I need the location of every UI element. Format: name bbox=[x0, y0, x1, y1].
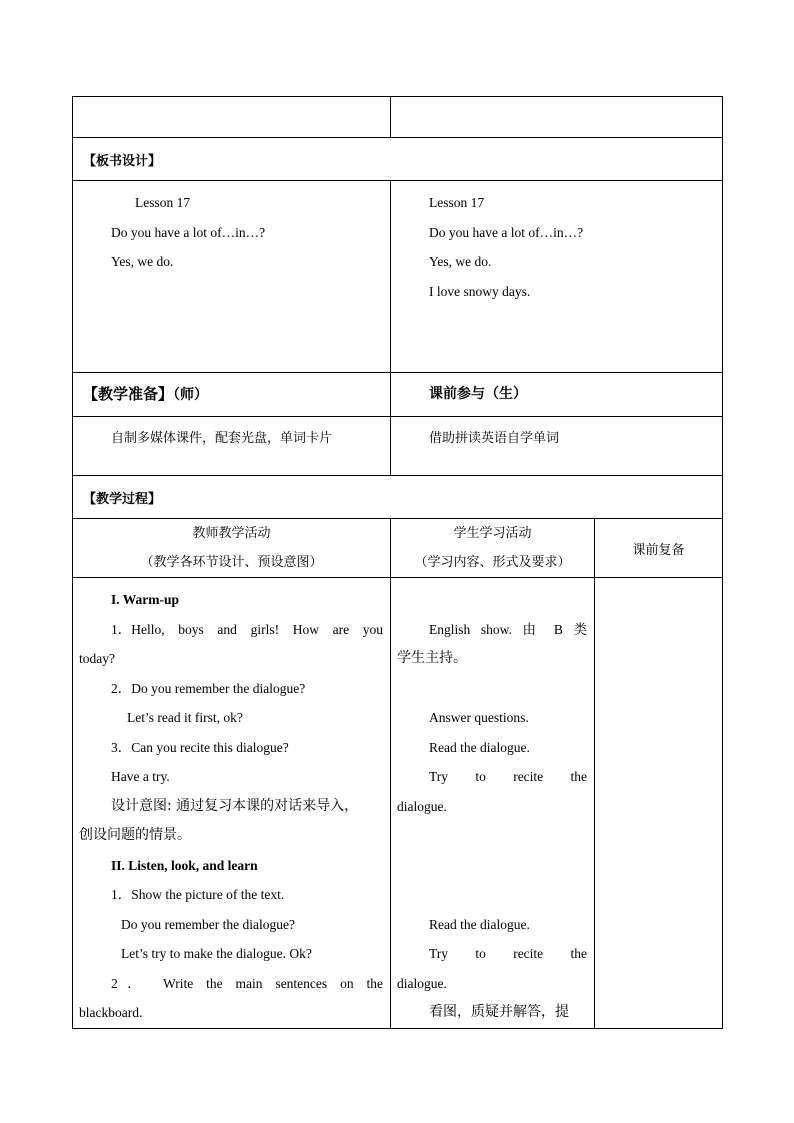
empty-cell-left bbox=[73, 97, 391, 138]
student-line-7: 看图，质疑并解答，提 bbox=[429, 1004, 569, 1020]
teacher-activity-subtitle: （教学各环节设计、预设意图） bbox=[140, 555, 323, 570]
student-line-6 bbox=[397, 939, 587, 969]
teacher-line-2: 2．Do you remember the dialogue? bbox=[111, 680, 306, 696]
teacher-line-1b: today? bbox=[79, 651, 115, 666]
student-line-4b: dialogue. bbox=[397, 798, 447, 814]
lesson-plan-table bbox=[72, 96, 723, 1029]
student-line-6-text: Try to recite the bbox=[429, 946, 587, 961]
process-column-header-row bbox=[73, 519, 723, 578]
teacher-line-1-number: 1． bbox=[111, 621, 132, 637]
student-line-6b: dialogue. bbox=[397, 975, 447, 991]
design-intent-line-1: 设计意图: 通过复习本课的对话来导入， bbox=[111, 797, 359, 814]
teacher-line-10-text: 2． Write the main sentences on the bbox=[111, 975, 383, 991]
teacher-line-10 bbox=[79, 969, 383, 999]
preparation-heading: 【教学准备】 bbox=[83, 385, 174, 403]
preparation-teacher-header bbox=[73, 373, 391, 417]
process-heading: 【教学过程】 bbox=[73, 476, 723, 519]
board-right-line-3: Yes, we do. bbox=[429, 254, 492, 269]
process-header-row bbox=[73, 476, 723, 519]
student-line-1 bbox=[397, 615, 587, 645]
student-activity-subtitle: （学习内容、形式及要求） bbox=[414, 555, 571, 570]
board-design-heading: 【板书设计】 bbox=[73, 138, 723, 181]
listen-title: II. Listen, look, and learn bbox=[111, 857, 258, 873]
preparation-teacher-suffix: （师） bbox=[173, 387, 209, 403]
board-right-line-2: Do you have a lot of…in…? bbox=[429, 224, 584, 240]
review-column-header: 课前复备 bbox=[595, 519, 723, 578]
student-activity-column-header bbox=[391, 519, 595, 578]
board-right-line-1: Lesson 17 bbox=[429, 195, 485, 210]
process-content-row bbox=[73, 578, 723, 1029]
student-spacer-2 bbox=[397, 674, 587, 704]
student-line-4 bbox=[397, 762, 587, 792]
teacher-activity-title: 教师教学活动 bbox=[192, 526, 271, 541]
board-left-line-3: Yes, we do. bbox=[111, 254, 174, 269]
board-left-line-2: Do you have a lot of…in…? bbox=[111, 224, 266, 240]
student-line-2: Answer questions. bbox=[429, 710, 529, 725]
preparation-teacher-text: 自制多媒体课件，配套光盘，单词卡片 bbox=[73, 417, 391, 476]
teacher-line-4: 3．Can you recite this dialogue? bbox=[111, 739, 289, 755]
teacher-line-1-text: Hello, boys and girls! How are you bbox=[131, 621, 383, 637]
student-line-4-text: Try to recite the bbox=[429, 769, 587, 784]
teacher-line-8: Do you remember the dialogue? bbox=[121, 916, 295, 932]
teacher-line-9: Let’s try to make the dialogue. Ok? bbox=[121, 946, 312, 961]
teacher-line-1 bbox=[79, 615, 383, 645]
student-line-3: Read the dialogue. bbox=[429, 739, 530, 755]
student-line-1b: 学生主持。 bbox=[397, 650, 467, 666]
student-spacer-3 bbox=[397, 821, 587, 851]
empty-cell-right bbox=[391, 97, 723, 138]
student-line-1-text: English show. 由 B 类 bbox=[429, 621, 587, 637]
board-left-line-1: Lesson 17 bbox=[135, 195, 191, 210]
design-intent-line-2: 创设问题的情景。 bbox=[79, 827, 191, 843]
board-design-header-row bbox=[73, 138, 723, 181]
preparation-content-row bbox=[73, 417, 723, 476]
student-spacer-1 bbox=[397, 585, 587, 615]
board-right-line-4: I love snowy days. bbox=[429, 283, 531, 299]
teacher-line-7: 1．Show the picture of the text. bbox=[111, 887, 285, 902]
student-spacer-4 bbox=[397, 851, 587, 881]
student-activity-title: 学生学习活动 bbox=[453, 526, 532, 541]
teacher-line-10b: blackboard. bbox=[79, 1005, 143, 1020]
preparation-student-text: 借助拼读英语自学单词 bbox=[391, 417, 723, 476]
board-design-row bbox=[73, 181, 723, 373]
student-activity-cell bbox=[391, 578, 595, 1029]
teacher-line-3: Let’s read it first, ok? bbox=[127, 710, 243, 725]
student-spacer-5 bbox=[397, 880, 587, 910]
student-line-5: Read the dialogue. bbox=[429, 916, 530, 932]
teacher-line-5: Have a try. bbox=[111, 769, 170, 784]
empty-row bbox=[73, 97, 723, 138]
board-design-left bbox=[73, 181, 391, 373]
preparation-student-header: 课前参与（生） bbox=[391, 373, 723, 417]
teacher-activity-column-header bbox=[73, 519, 391, 578]
review-cell bbox=[595, 578, 723, 1029]
warmup-title: I. Warm-up bbox=[111, 592, 180, 607]
preparation-header-row bbox=[73, 373, 723, 417]
teacher-activity-cell bbox=[73, 578, 391, 1029]
board-design-right bbox=[391, 181, 723, 373]
